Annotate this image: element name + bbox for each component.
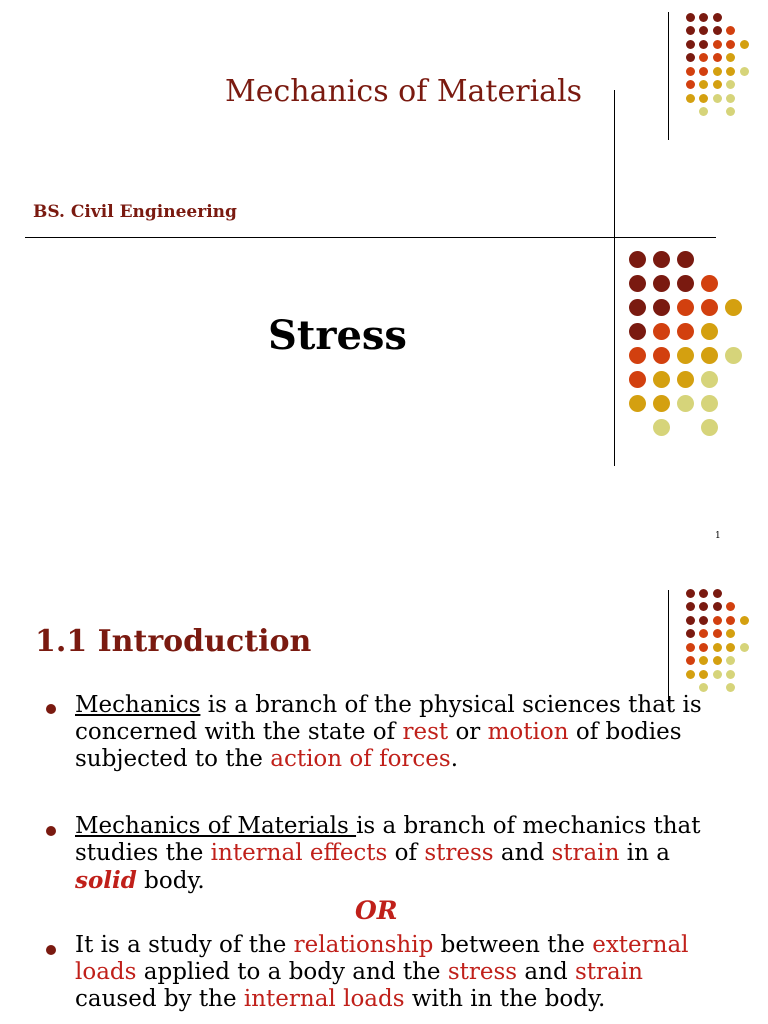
decorative-dot [686,670,695,679]
decorative-dot [713,53,722,62]
decorative-dot [699,683,708,692]
decorative-dot [629,251,646,268]
decorative-dot [677,299,694,316]
decorative-dot [725,347,742,364]
decorative-dot [699,656,708,665]
decorative-dot [677,347,694,364]
decorative-dot [699,670,708,679]
decorative-dot [713,629,722,638]
decorative-dot [629,395,646,412]
bullet-mechanics-of-materials: Mechanics of Materials is a branch of mechanics that studies the internal effects of stress and strain in a solid body. [75,813,701,894]
decorative-dot [726,629,735,638]
decorative-dot [686,26,695,35]
decorative-dot [699,53,708,62]
decorative-dot [686,94,695,103]
decorative-dot [699,26,708,35]
decorative-dot [713,13,722,22]
decorative-dot [677,371,694,388]
decorative-dot [701,419,718,436]
decorative-dot [699,13,708,22]
term-mechanics-of-materials: Mechanics of Materials [75,813,357,839]
decorative-dot [726,616,735,625]
decorative-dot [701,395,718,412]
decorative-dot [740,40,749,49]
decorative-dot [701,299,718,316]
decorative-dot [726,80,735,89]
decorative-dot [653,251,670,268]
decorative-dot [713,40,722,49]
decorative-dot [726,94,735,103]
decorative-dot [740,643,749,652]
decorative-dot [699,589,708,598]
decorative-dot [726,670,735,679]
decorative-dot [686,602,695,611]
decorative-dot [713,656,722,665]
decorative-dot [713,670,722,679]
decorative-dot [726,683,735,692]
bullet-icon [46,704,56,714]
decorative-dot [726,26,735,35]
decorative-dot [699,616,708,625]
decorative-dot [653,395,670,412]
decorative-dot [677,395,694,412]
decorative-dot [713,616,722,625]
decorative-dot [726,107,735,116]
bullet-icon [46,945,56,955]
course-subtitle: BS. Civil Engineering [33,202,237,222]
decorative-dot [713,94,722,103]
decorative-dot [713,67,722,76]
bullet-study-relationship: It is a study of the relationship between the external loads applied to a body and the stress and strain caused by the internal loads with in the body. [75,932,689,1012]
decorative-dot [701,275,718,292]
decorative-dot [653,347,670,364]
page-number: 1 [715,531,721,541]
decorative-dot [653,299,670,316]
bullet-icon [46,826,56,836]
decorative-dot [686,80,695,89]
decorative-dot [699,80,708,89]
or-separator: OR [355,896,398,925]
decorative-dot [740,616,749,625]
decorative-dot [677,323,694,340]
decorative-dot [653,419,670,436]
decorative-dot [726,656,735,665]
decorative-dot [686,656,695,665]
decorative-dot [686,53,695,62]
decorative-dot [653,371,670,388]
decorative-dot [713,589,722,598]
decorative-dot [726,67,735,76]
decorative-dot [713,80,722,89]
intro-vertical-divider [668,590,669,706]
decorative-dot [699,643,708,652]
intro-slide [0,560,768,1024]
decorative-dot [701,323,718,340]
decorative-dot [629,323,646,340]
decorative-dot [725,299,742,316]
decorative-dot [629,275,646,292]
decorative-dot [686,13,695,22]
decorative-dot [686,589,695,598]
decorative-dot [699,67,708,76]
decorative-dot [726,643,735,652]
presentation-title: Mechanics of Materials [225,74,583,109]
decorative-dot [740,67,749,76]
decorative-dot [701,347,718,364]
decorative-dot [726,40,735,49]
decorative-dot [686,40,695,49]
section-heading: 1.1 Introduction [35,624,312,659]
decorative-dot [677,251,694,268]
decorative-dot [686,67,695,76]
term-mechanics: Mechanics [75,692,201,718]
decorative-dot [726,602,735,611]
decorative-dot [653,323,670,340]
decorative-dot [699,107,708,116]
decorative-dot [686,643,695,652]
decorative-dot [699,40,708,49]
horizontal-divider [25,237,716,238]
decorative-dot [713,643,722,652]
decorative-dot [699,94,708,103]
decorative-dot [629,299,646,316]
decorative-dot [699,602,708,611]
decorative-dot [699,629,708,638]
bullet-mechanics: Mechanics is a branch of the physical sciences that is concerned with the state of rest or motion of bodies subjected to the action of forces. [75,692,702,772]
slide-heading: Stress [268,312,407,359]
title-vertical-divider [614,90,615,466]
top-vertical-divider [668,12,669,140]
decorative-dot [726,53,735,62]
decorative-dot [686,629,695,638]
decorative-dot [713,26,722,35]
decorative-dot [713,602,722,611]
decorative-dot [653,275,670,292]
decorative-dot [629,347,646,364]
decorative-dot [686,616,695,625]
decorative-dot [701,371,718,388]
decorative-dot [629,371,646,388]
decorative-dot [677,275,694,292]
